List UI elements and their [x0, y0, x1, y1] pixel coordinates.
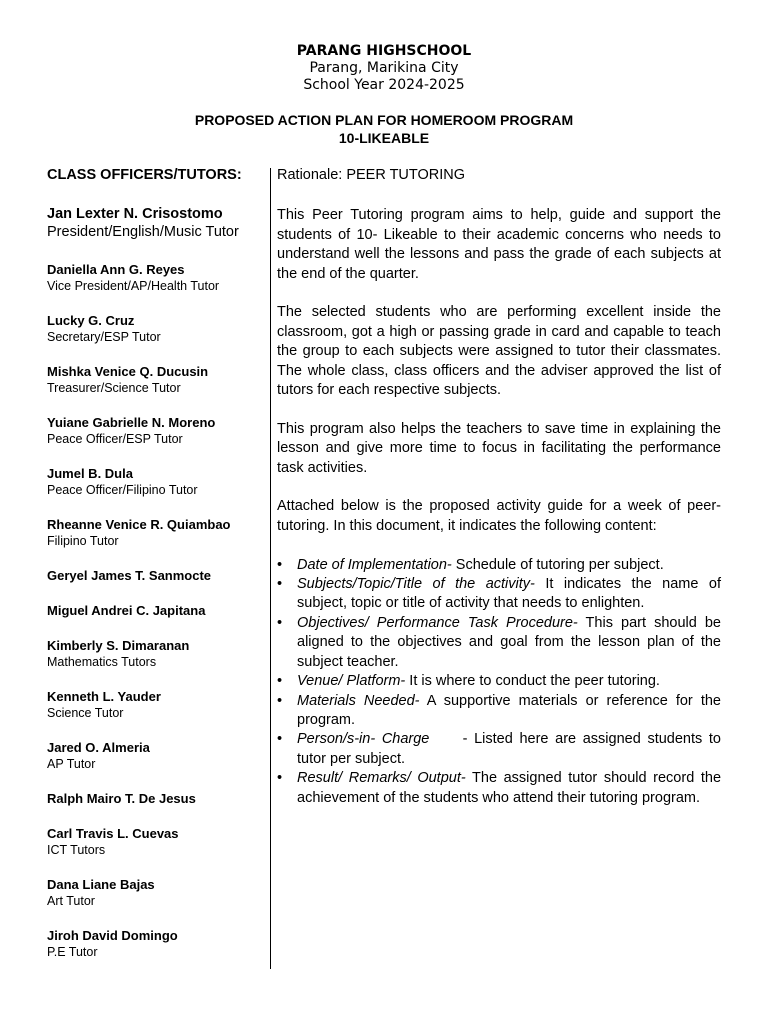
- content-term: Materials Needed-: [297, 692, 420, 709]
- officer-entry: [47, 739, 262, 773]
- bullet-icon: •: [277, 770, 283, 787]
- officers-column: [47, 166, 262, 978]
- officer-role: President/English/Music Tutor: [47, 224, 239, 240]
- rationale-paragraph: Attached below is the proposed activity guide for a week of peer-tutoring. In this document, it indicates the following content:: [277, 498, 721, 534]
- content-term: Person/s-in- Charge: [297, 731, 430, 748]
- section-name: 10-LIKEABLE: [338, 130, 430, 146]
- content-list-item: [277, 556, 721, 575]
- content-list-item: [277, 769, 722, 808]
- officer-role: Peace Officer/Filipino Tutor: [47, 483, 198, 497]
- officer-name: Kenneth L. Yauder: [47, 689, 161, 704]
- officer-entry: [47, 602, 262, 619]
- officer-name: Lucky G. Cruz: [47, 313, 135, 328]
- officer-role: Art Tutor: [47, 894, 95, 908]
- bullet-icon: •: [277, 576, 283, 593]
- officer-name: Carl Travis L. Cuevas: [47, 826, 179, 841]
- officer-role: ICT Tutors: [47, 843, 106, 857]
- content-description: - Listed here are assigned students to tutor per subject.: [297, 731, 726, 767]
- content-term: Venue/ Platform-: [297, 673, 406, 690]
- officer-name: Jan Lexter N. Crisostomo: [47, 206, 223, 222]
- officer-name: Jiroh David Domingo: [47, 928, 178, 943]
- column-divider: [270, 168, 271, 969]
- officer-entry-president: [47, 205, 262, 242]
- content-term: Objectives/ Performance Task Procedure-: [297, 614, 578, 631]
- officer-name: Daniella Ann G. Reyes: [47, 262, 185, 277]
- bullet-icon: •: [277, 556, 283, 573]
- content-description: It indicates the name of subject, topic or title of activity that needs to enlighten.: [297, 576, 721, 612]
- content-list-item: [277, 614, 721, 672]
- content-list-item: [277, 672, 721, 691]
- plan-title: PROPOSED ACTION PLAN FOR HOMEROOM PROGRAM: [194, 112, 574, 128]
- school-location: Parang, Marikina City: [309, 60, 459, 76]
- officer-entry: [47, 825, 262, 859]
- content-description: Schedule of tutoring per subject.: [451, 556, 664, 573]
- officer-entry: [47, 516, 262, 550]
- officer-name: Jared O. Almeria: [47, 740, 150, 755]
- content-list-item: [277, 692, 721, 731]
- officer-role: Mathematics Tutors: [47, 655, 157, 669]
- officer-entry: [47, 876, 262, 910]
- officer-entry: [47, 567, 262, 584]
- content-list-item: [277, 575, 721, 614]
- officer-name: Jumel B. Dula: [47, 466, 133, 481]
- officer-name: Rheanne Venice R. Quiambao: [47, 517, 231, 532]
- content-description: A supportive materials or reference for the program.: [297, 692, 721, 728]
- officer-entry: [47, 637, 262, 671]
- bullet-icon: •: [277, 731, 283, 748]
- content-list-item: [277, 730, 726, 769]
- officer-name: Dana Liane Bajas: [47, 877, 155, 892]
- officer-name: Geryel James T. Sanmocte: [47, 568, 212, 583]
- school-name: PARANG HIGHSCHOOL: [296, 43, 472, 59]
- officer-name: Miguel Andrei C. Japitana: [47, 603, 206, 618]
- school-year: School Year 2024-2025: [303, 77, 465, 93]
- officer-entry: [47, 312, 262, 346]
- officer-role: Secretary/ESP Tutor: [47, 330, 161, 344]
- officer-entry: [47, 927, 262, 961]
- rationale-paragraph: This Peer Tutoring program aims to help, guide and support the students of 10- Likeable to their academic concerns who needs to understand well the lessons and pass the grade of each subjects at the end of the quarter.: [277, 207, 721, 282]
- content-description: The assigned tutor should record the achievement of the students who attend their tutoring program.: [297, 770, 722, 806]
- content-term: Date of Implementation-: [297, 556, 452, 573]
- content-term: Subjects/Topic/Title of the activity-: [297, 576, 535, 593]
- officer-name: Yuiane Gabrielle N. Moreno: [47, 415, 216, 430]
- officer-entry: [47, 465, 262, 499]
- rationale-paragraph: This program also helps the teachers to save time in explaining the lesson and give more time to focus in facilitating the performance task activities.: [277, 420, 721, 476]
- officer-role: Vice President/AP/Health Tutor: [47, 279, 220, 293]
- content-description: It is where to conduct the peer tutoring.: [405, 673, 660, 690]
- officer-name: Kimberly S. Dimaranan: [47, 638, 190, 653]
- officer-entry: [47, 688, 262, 722]
- content-description: This part should be aligned to the objectives and goal from the lesson plan of the subject teacher.: [297, 614, 721, 670]
- officer-entry: [47, 261, 262, 295]
- officer-name: Ralph Mairo T. De Jesus: [47, 791, 196, 806]
- officer-entry: [47, 363, 262, 397]
- officer-role: P.E Tutor: [47, 945, 98, 959]
- officer-role: Treasurer/Science Tutor: [47, 381, 181, 395]
- officer-name: Mishka Venice Q. Ducusin: [47, 364, 209, 379]
- rationale-heading: Rationale: PEER TUTORING: [277, 167, 466, 183]
- officer-role: Science Tutor: [47, 706, 124, 720]
- content-term: Result/ Remarks/ Output-: [297, 770, 466, 787]
- officer-role: Filipino Tutor: [47, 534, 119, 548]
- bullet-icon: •: [277, 673, 283, 690]
- bullet-icon: •: [277, 692, 283, 709]
- officer-role: Peace Officer/ESP Tutor: [47, 432, 183, 446]
- content-list: [277, 556, 726, 808]
- officer-entry: [47, 414, 262, 448]
- document-header: [0, 43, 768, 94]
- plan-title-block: [0, 111, 768, 147]
- bullet-icon: •: [277, 614, 283, 631]
- officer-role: AP Tutor: [47, 757, 96, 771]
- officer-entry: [47, 790, 262, 807]
- rationale-paragraph: The selected students who are performing excellent inside the classroom, got a high or passing grade in card and capable to teach the group to each subjects were assigned to tutor their classmates. The whole class, class officers and the adviser approved the list of tutors for each respective subjects.: [277, 304, 721, 399]
- officers-heading: CLASS OFFICERS/TUTORS:: [47, 167, 242, 183]
- rationale-column: [277, 166, 726, 808]
